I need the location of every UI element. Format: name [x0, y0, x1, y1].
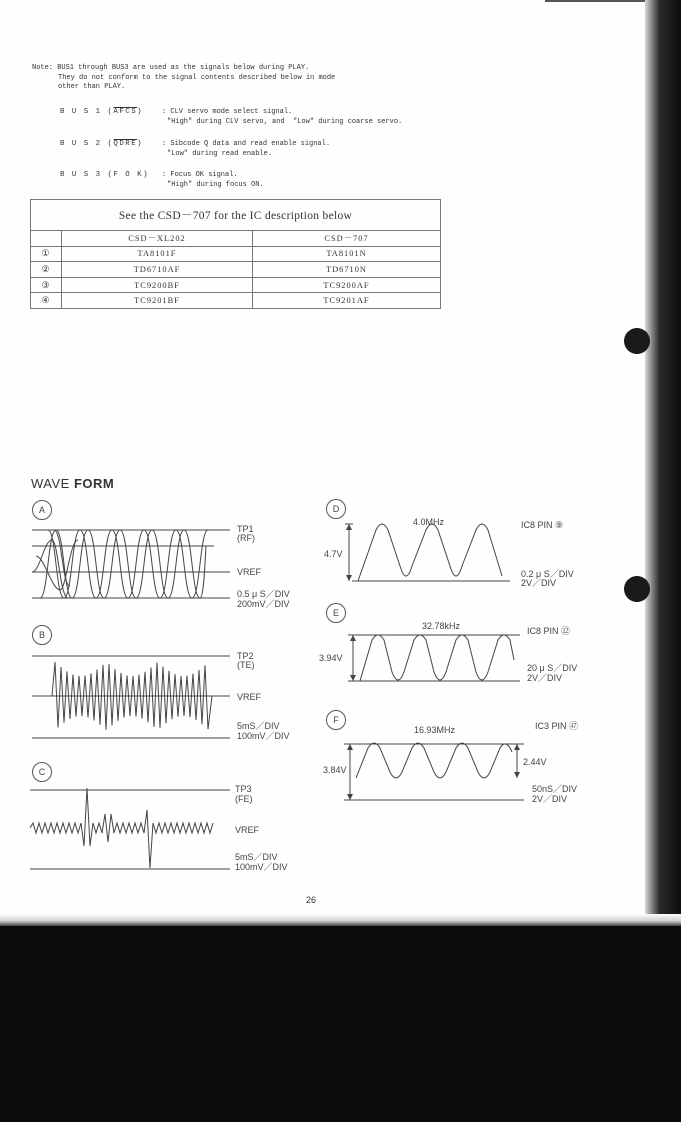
- note-line-1: Note: BUS1 through BUS3 are used as the signals below during PLAY.: [32, 64, 310, 72]
- label-volt-d: 2V／DIV: [521, 578, 557, 588]
- label-freq-e: 32.78kHz: [422, 621, 461, 631]
- bus2-desc-1: : Sibcode Q data and read enable signal.: [162, 140, 331, 148]
- row-number: ④: [31, 293, 62, 309]
- bus1-desc-2: "High" during CLV servo, and "Low" during coarse servo.: [167, 117, 403, 126]
- header-csd-xl202: CSD－XL202: [62, 231, 253, 247]
- binder-edge: [645, 0, 681, 926]
- label-pin-f: IC3 PIN ㊼: [535, 721, 579, 731]
- label-vref-b: VREF: [237, 692, 262, 702]
- waveform-a-rf-eye-pattern: [32, 530, 230, 598]
- label-freq-d: 4.0MHz: [413, 517, 445, 527]
- cell-xl202: TA8101F: [62, 246, 253, 262]
- row-number: ③: [31, 277, 62, 293]
- waveform-c-focus-error: [30, 788, 230, 869]
- cell-707: TC9200AF: [253, 277, 441, 293]
- label-vref-c: VREF: [235, 825, 260, 835]
- bus3-signal: F O K: [113, 171, 144, 179]
- label-tp2: TP2: [237, 651, 254, 661]
- bus1-name: B U S 1: [60, 108, 102, 116]
- note-line-3: other than PLAY.: [58, 83, 126, 91]
- panel-e-tag: E: [326, 603, 346, 623]
- table-title: See the CSD－707 for the IC description below: [31, 200, 441, 231]
- waveform-e-clock: [348, 635, 520, 681]
- label-tp3: TP3: [235, 784, 252, 794]
- bus2-name: B U S 2: [60, 140, 102, 148]
- label-pin-e: IC8 PIN ⑫: [527, 626, 571, 636]
- label-amp-e: 3.94V: [319, 653, 343, 663]
- label-volt-c: 100mV／DIV: [235, 862, 288, 872]
- panel-a-tag: A: [32, 500, 52, 520]
- bus1-signal: AFCS: [113, 108, 138, 116]
- wave-title-bold: FORM: [73, 476, 115, 491]
- wave-title-plain: WAVE: [31, 476, 70, 491]
- label-pin-d: IC8 PIN ⑨: [521, 520, 564, 530]
- label-time-e: 20 μ S／DIV: [527, 663, 578, 673]
- binder-hole-upper: [624, 328, 650, 354]
- bus1-desc-1: : CLV servo mode select signal.: [162, 108, 293, 116]
- label-amp-f: 3.84V: [323, 765, 347, 775]
- bus2-row: B U S 2 (QDRE) : Sibcode Q data and read enable signal. "Low" during read enable.: [60, 140, 331, 158]
- cell-xl202: TD6710AF: [62, 262, 253, 278]
- label-volt-f: 2V／DIV: [532, 794, 568, 804]
- bus1-row: B U S 1 (AFCS) : CLV servo mode select signal. "High" during CLV servo, and "Low" during coarse servo.: [60, 108, 403, 126]
- bus3-desc-1: : Focus OK signal.: [162, 171, 238, 179]
- label-tp1: TP1: [237, 524, 254, 534]
- cell-707: TC9201AF: [253, 293, 441, 309]
- bus2-desc-2: "Low" during read enable.: [167, 149, 273, 158]
- bus3-desc-2: "High" during focus ON.: [167, 180, 264, 189]
- panel-b-tag: B: [32, 625, 52, 645]
- label-te: (TE): [237, 660, 255, 670]
- label-rf: (RF): [237, 533, 255, 543]
- page-bottom-edge: [0, 914, 681, 926]
- panel-f-tag: F: [326, 710, 346, 730]
- bus3-name: B U S 3: [60, 171, 102, 179]
- cell-xl202: TC9201BF: [62, 293, 253, 309]
- label-freq-f: 16.93MHz: [414, 725, 456, 735]
- panel-d-tag: D: [326, 499, 346, 519]
- panel-c-tag: C: [32, 762, 52, 782]
- label-volt-b: 100mV／DIV: [237, 731, 290, 741]
- cell-707: TD6710N: [253, 262, 441, 278]
- binder-hole-lower: [624, 576, 650, 602]
- label-volt-e: 2V／DIV: [527, 673, 563, 683]
- row-number: ①: [31, 246, 62, 262]
- label-time-f: 50nS／DIV: [532, 784, 578, 794]
- label-volt-a: 200mV／DIV: [237, 599, 290, 609]
- waveform-d-clock: [345, 524, 510, 581]
- cell-707: TA8101N: [253, 246, 441, 262]
- label-time-c: 5mS／DIV: [235, 852, 278, 862]
- label-time-d: 0.2 μ S／DIV: [521, 569, 574, 579]
- bus3-row: B U S 3 (F O K) : Focus OK signal. "High" during focus ON.: [60, 171, 264, 189]
- label-fe: (FE): [235, 794, 253, 804]
- label-vref-a: VREF: [237, 567, 262, 577]
- waveform-f-clock: [344, 743, 524, 800]
- label-time-a: 0.5 μ S／DIV: [237, 589, 290, 599]
- cell-xl202: TC9200BF: [62, 277, 253, 293]
- label-amp2-f: 2.44V: [523, 757, 547, 767]
- bus2-signal: QDRE: [113, 140, 138, 148]
- waveform-b-tracking-error: [32, 656, 230, 738]
- header-csd-707: CSD－707: [253, 231, 441, 247]
- label-time-b: 5mS／DIV: [237, 721, 280, 731]
- label-amp-d: 4.7V: [324, 549, 343, 559]
- row-number: ②: [31, 262, 62, 278]
- note-line-2: They do not conform to the signal contents described below in mode: [58, 73, 336, 82]
- page-number: 26: [306, 895, 317, 905]
